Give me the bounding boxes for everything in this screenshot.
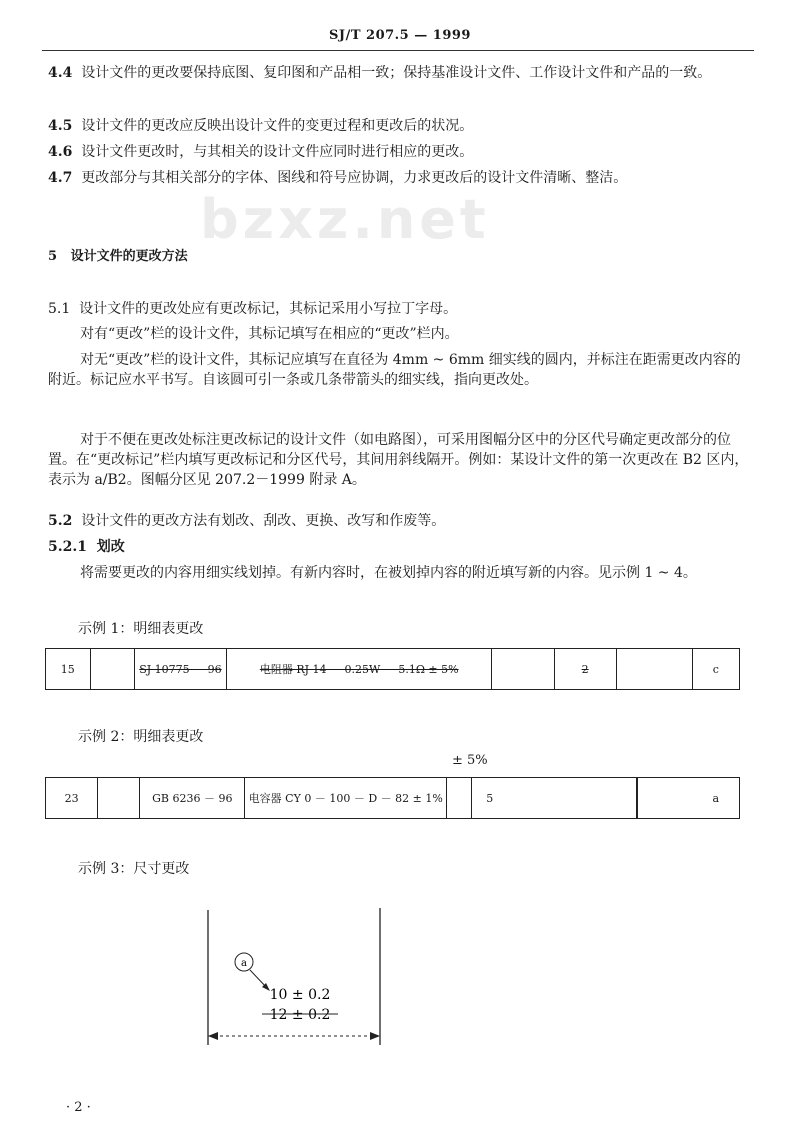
watermark: bzxz.net [200,188,490,251]
clause-text: 更改部分与其相关部分的字体、图线和符号应协调，力求更改后的设计文件清晰、整洁。 [81,170,628,186]
table-cell [616,649,692,690]
header-rule [42,50,754,51]
table-row [46,778,740,819]
table-cell [98,778,140,819]
document-header: SJ/T 207.5 — 1999 [329,28,471,43]
clause-number: 5.1 [48,301,71,317]
section-number: 5 [48,249,58,264]
new-dimension-value: 10 ± 0.2 [269,987,331,1003]
table-row [46,649,740,690]
table-cell: c [692,649,739,690]
table-cell: 5 [472,778,636,819]
clause-5-1 [48,299,754,319]
arrow-right-icon [370,1032,380,1040]
clause-number: 5.2.1 [48,539,87,555]
table-cell: 电阻器 RJ 14 － 0.25W － 5.1Ω ± 5% [227,649,492,690]
clause-5-2 [48,511,754,531]
example-3-label: 示例 3：尺寸更改 [78,861,190,877]
clause-text: 设计文件的更改应反映出设计文件的变更过程和更改后的状况。 [81,118,474,134]
paragraph: 对无“更改”栏的设计文件，其标记应填写在直径为 4mm ~ 6mm 细实线的圆内，并标注在距需更改内容的附近。标记应水平书写。自该圆可引一条或几条带箭头的细实线，指向更改处。 [48,352,741,388]
paragraph: 将需要更改的内容用细实线划掉。有新内容时，在被划掉内容的附近填写新的内容。见示例 1 ~ 4。 [80,565,697,581]
table-cell: 电容器 CY 0 － 100 － D － 82 ± 1% [245,778,447,819]
clause-title: 划改 [96,539,125,555]
clause-number: 4.6 [48,144,73,160]
clause-4-6 [48,142,754,162]
clause-4-5 [48,116,754,136]
clause-text: 设计文件的更改要保持底图、复印图和产品相一致；保持基准设计文件、工作设计文件和产品的一致。 [81,65,712,81]
clause-number: 4.5 [48,118,73,134]
old-dimension-value: 12 ± 0.2 [269,1007,331,1023]
clause-number: 5.2 [48,513,73,529]
example-1-table [45,648,740,690]
table-cell: 2 [554,649,616,690]
arrow-left-icon [208,1032,218,1040]
clause-text: 设计文件更改时，与其相关的设计文件应同时进行相应的更改。 [81,144,474,160]
section-title: 设计文件的更改方法 [70,249,188,264]
table-cell [492,649,554,690]
section-heading [48,247,188,267]
clause-text: 设计文件的更改方法有划改、刮改、更换、改写和作废等。 [81,513,446,529]
table-cell: a [637,778,739,819]
table-cell: 15 [46,649,91,690]
change-mark-letter: a [241,958,247,969]
table-cell [447,778,472,819]
paragraph: 对于不便在更改处标注更改标记的设计文件（如电路图），可采用图幅分区中的分区代号确定更改部分的位置。在“更改标记”栏内填写更改标记和分区代号，其间用斜线隔开。例如：某设计文件的第一次更改在 B2 区内，表示为 a/B2。图幅分区见 207.2－1999 附录 A。 [48,432,749,488]
table-cell: SJ 10775 － 96 [134,649,226,690]
example-2-table [45,777,740,819]
clause-number: 4.7 [48,170,73,186]
clause-number: 4.4 [48,65,73,81]
table-cell: 23 [46,778,98,819]
clause-4-7 [48,168,754,188]
table-cell: GB 6236 － 96 [140,778,245,819]
dimension-change-drawing [190,895,410,1055]
page-number: · 2 · [66,1100,91,1115]
example-2-label: 示例 2：明细表更改 [78,729,204,745]
clause-text: 设计文件的更改处应有更改标记，其标记采用小写拉丁字母。 [79,301,458,317]
clause-5-2-1 [48,537,125,557]
table-cell [90,649,134,690]
paragraph: 对有“更改”栏的设计文件，其标记填写在相应的“更改”栏内。 [80,326,459,342]
example-1-label: 示例 1：明细表更改 [78,621,204,637]
correction-annotation: ± 5% [452,753,488,768]
clause-4-4 [48,63,754,83]
